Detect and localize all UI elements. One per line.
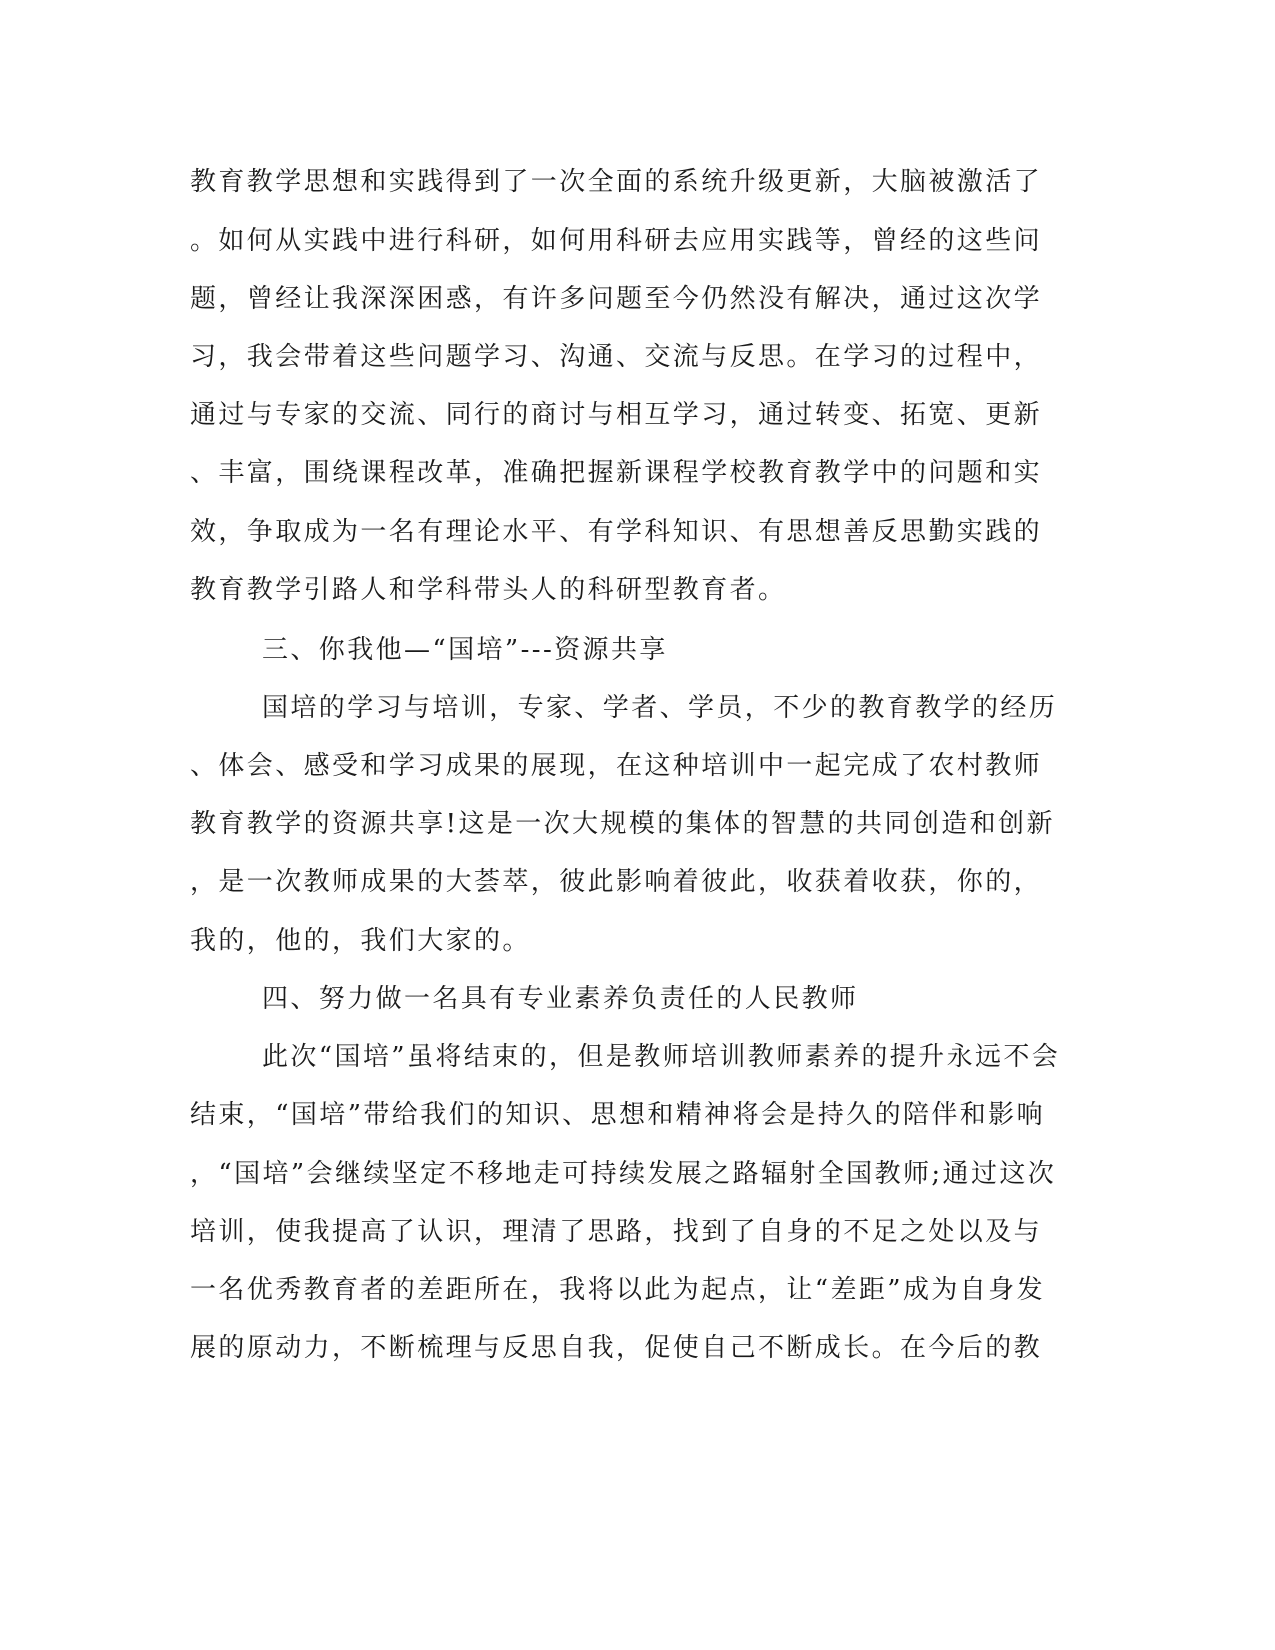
paragraph-line: 展的原动力，不断梳理与反思自我，促使自己不断成长。在今后的教 — [190, 1333, 1043, 1363]
paragraph-line: 培训，使我提高了认识，理清了思路，找到了自身的不足之处以及与 — [190, 1217, 1043, 1247]
paragraph-line: 一名优秀教育者的差距所在，我将以此为起点，让“差距”成为自身发 — [190, 1275, 1045, 1305]
paragraph-line: 结束，“国培”带给我们的知识、思想和精神将会是持久的陪伴和影响 — [190, 1100, 1045, 1130]
paragraph-line: ，是一次教师成果的大荟萃，彼此影响着彼此，收获着收获，你的， — [190, 867, 1043, 897]
paragraph-line: 通过与专家的交流、同行的商讨与相互学习，通过转变、拓宽、更新 — [190, 400, 1043, 430]
paragraph-line: 教育教学的资源共享!这是一次大规模的集体的智慧的共同创造和创新 — [190, 809, 1055, 839]
section-heading-4: 四、努力做一名具有专业素养负责任的人民教师 — [262, 984, 859, 1014]
paragraph-line: ，“国培”会继续坚定不移地走可持续发展之路辐射全国教师;通过这次 — [190, 1159, 1057, 1189]
paragraph-line: 。如何从实践中进行科研，如何用科研去应用实践等，曾经的这些问 — [190, 226, 1043, 256]
paragraph-line: 习，我会带着这些问题学习、沟通、交流与反思。在学习的过程中， — [190, 342, 1043, 372]
paragraph-line: 教育教学引路人和学科带头人的科研型教育者。 — [190, 575, 787, 605]
paragraph-line: 我的，他的，我们大家的。 — [190, 926, 531, 956]
paragraph-line: 、丰富，围绕课程改革，准确把握新课程学校教育教学中的问题和实 — [190, 458, 1043, 488]
paragraph-line: 此次“国培”虽将结束的，但是教师培训教师素养的提升永远不会 — [262, 1042, 1061, 1072]
paragraph-line: 国培的学习与培训，专家、学者、学员，不少的教育教学的经历 — [262, 693, 1058, 723]
section-heading-3: 三、你我他—“国培”---资源共享 — [262, 635, 668, 665]
paragraph-line: 效，争取成为一名有理论水平、有学科知识、有思想善反思勤实践的 — [190, 517, 1043, 547]
paragraph-line: 教育教学思想和实践得到了一次全面的系统升级更新，大脑被激活了 — [190, 167, 1043, 197]
paragraph-line: 、体会、感受和学习成果的展现，在这种培训中一起完成了农村教师 — [190, 751, 1043, 781]
paragraph-line: 题，曾经让我深深困惑，有许多问题至今仍然没有解决，通过这次学 — [190, 284, 1043, 314]
